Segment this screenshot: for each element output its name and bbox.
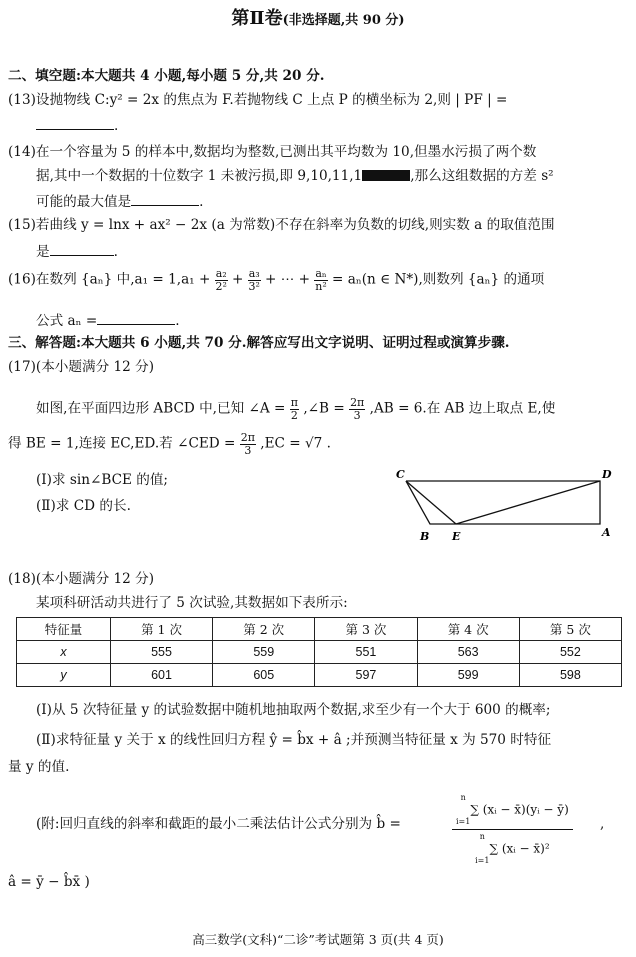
table-header-cell: 第 1 次 — [110, 618, 212, 641]
q17-frac-CED: $\frac{2\pi}{3}$ — [240, 431, 255, 457]
label-E: E — [452, 530, 461, 543]
title-subtitle: (非选择题,共 90 分) — [282, 13, 405, 28]
page-footer: 高三数学(文科)“二诊”考试题第 3 页(共 4 页) — [192, 932, 444, 947]
q14-answer-blank[interactable] — [131, 193, 199, 206]
table-row — [17, 664, 622, 687]
q15-answer-blank[interactable] — [50, 243, 114, 256]
figure-outline — [406, 481, 600, 524]
label-B: B — [420, 530, 430, 543]
q16-line1 — [8, 268, 544, 292]
q16-plus: + — [231, 271, 244, 288]
q15-period: . — [113, 244, 118, 260]
q16-line2 — [36, 312, 180, 329]
q16-frac3: $\frac{\text{aₙ}}{\text{n²}}$ — [315, 267, 327, 293]
q18-label: (18)(本小题满分 12 分) — [8, 571, 155, 587]
segment-EC — [406, 481, 456, 524]
q17-part2: (Ⅱ)求 CD 的长. — [36, 498, 131, 514]
table-cell: 597 — [315, 664, 417, 687]
quadrilateral-figure — [390, 466, 620, 546]
q13-line1: (13)设抛物线 C:y² = 2x 的焦点为 F.若抛物线 C 上点 P 的横坐标为 2,则 | PF | = — [8, 92, 508, 108]
table-header-row — [17, 618, 622, 641]
q17-line1: 如图,在平面四边形 ABCD 中,已知 ∠A = $\frac{\pi}{2}$ ,∠B = $\frac{2\pi}{3}$ ,AB = 6.在 AB 边上取点 E,使 — [36, 396, 556, 422]
q17-frac-A: $\frac{\pi}{2}$ — [290, 396, 298, 422]
q18-part2-line1: (Ⅱ)求特征量 y 关于 x 的线性回归方程 ŷ = b̂x + â ;并预测当特征量 x 为 570 时特征 — [36, 732, 552, 748]
q18-note-line2: â = ȳ − b̂x̄ ) — [8, 874, 90, 890]
experiment-data-table — [16, 617, 622, 687]
table-cell: y — [17, 664, 111, 687]
table-header-cell: 第 5 次 — [519, 618, 621, 641]
q15-line2 — [36, 243, 118, 260]
q14-text-b: ,那么这组数据的方差 s² — [410, 168, 554, 184]
label-A: A — [602, 526, 611, 539]
q13-line2 — [36, 117, 118, 134]
q17-line2: 得 BE = 1,连接 EC,ED.若 ∠CED = $\frac{2\pi}{3}$ ,EC = √7 . — [8, 431, 331, 457]
formula-denominator: n i=1 ∑ (xᵢ − x̄)² — [475, 832, 550, 865]
formula-numerator: n i=1 ∑ (xᵢ − x̄)(yᵢ − ȳ) — [452, 794, 573, 830]
title-main: 第Ⅱ卷 — [231, 8, 283, 29]
table-cell: 605 — [213, 664, 315, 687]
table-cell: x — [17, 641, 111, 664]
q16-period: . — [175, 313, 180, 329]
q13-period: . — [114, 118, 119, 134]
table-header-cell: 特征量 — [17, 618, 111, 641]
note-prefix: (附:回归直线的斜率和截距的最小二乘法估计公式分别为 b̂ = — [36, 816, 401, 832]
q13-answer-blank[interactable] — [36, 117, 114, 130]
section3-heading: 三、解答题:本大题共 6 小题,共 70 分.解答应写出文字说明、证明过程或演算步骤. — [8, 335, 510, 351]
q14-text-a: 据,其中一个数据的十位数字 1 未被污损,即 9,10,11,1 — [36, 168, 363, 184]
q15-text-a: 是 — [36, 244, 50, 260]
q14-line2 — [36, 170, 554, 184]
paper-title — [0, 10, 636, 28]
label-D: D — [602, 468, 612, 481]
table-row — [17, 641, 622, 664]
label-C: C — [396, 468, 405, 481]
q16-prefix: (16)在数列 {aₙ} 中,a₁ = 1,a₁ + — [8, 271, 211, 288]
q15-line1: (15)若曲线 y = lnx + ax² − 2x (a 为常数)不存在斜率为负数的切线,则实数 a 的取值范围 — [8, 217, 555, 233]
segment-ED — [456, 481, 600, 524]
q16-answer-blank[interactable] — [97, 312, 175, 325]
q18-intro: 某项科研活动共进行了 5 次试验,其数据如下表所示: — [36, 595, 348, 611]
table-header-cell: 第 4 次 — [417, 618, 519, 641]
q16-suffix: = aₙ(n ∈ N*),则数列 {aₙ} 的通项 — [332, 271, 545, 288]
table-cell: 563 — [417, 641, 519, 664]
regression-formula — [452, 794, 573, 865]
table-cell: 559 — [213, 641, 315, 664]
q18-part1: (Ⅰ)从 5 次特征量 y 的试验数据中随机地抽取两个数据,求至少有一个大于 600 的概率; — [36, 702, 551, 718]
table-cell: 601 — [110, 664, 212, 687]
note-comma: , — [600, 816, 605, 832]
table-header-cell: 第 2 次 — [213, 618, 315, 641]
q17-part1: (Ⅰ)求 sin∠BCE 的值; — [36, 472, 169, 488]
table-cell: 598 — [519, 664, 621, 687]
table-cell: 552 — [519, 641, 621, 664]
q18-note-line1 — [36, 818, 401, 832]
q16-frac2: $\frac{\text{a₃}}{\text{3²}}$ — [248, 267, 260, 293]
q17-label: (17)(本小题满分 12 分) — [8, 359, 155, 375]
table-cell: 599 — [417, 664, 519, 687]
q14-period: . — [199, 194, 204, 210]
q14-text-c: 可能的最大值是 — [36, 194, 132, 210]
q16-text-a: 公式 aₙ = — [36, 313, 98, 329]
table-cell: 555 — [110, 641, 212, 664]
q18-part2-line2: 量 y 的值. — [8, 759, 70, 775]
table-cell: 551 — [315, 641, 417, 664]
q14-line3 — [36, 193, 203, 210]
q14-line1: (14)在一个容量为 5 的样本中,数据均为整数,已测出其平均数为 10,但墨水污损了两个数 — [8, 144, 537, 160]
table-header-cell: 第 3 次 — [315, 618, 417, 641]
ink-smudge — [362, 170, 410, 181]
q17-frac-B: $\frac{2\pi}{3}$ — [350, 396, 365, 422]
q16-dots: + ⋯ + — [265, 271, 311, 288]
q16-frac1: $\frac{\text{a₂}}{\text{2²}}$ — [215, 267, 227, 293]
section2-heading: 二、填空题:本大题共 4 小题,每小题 5 分,共 20 分. — [8, 68, 325, 84]
